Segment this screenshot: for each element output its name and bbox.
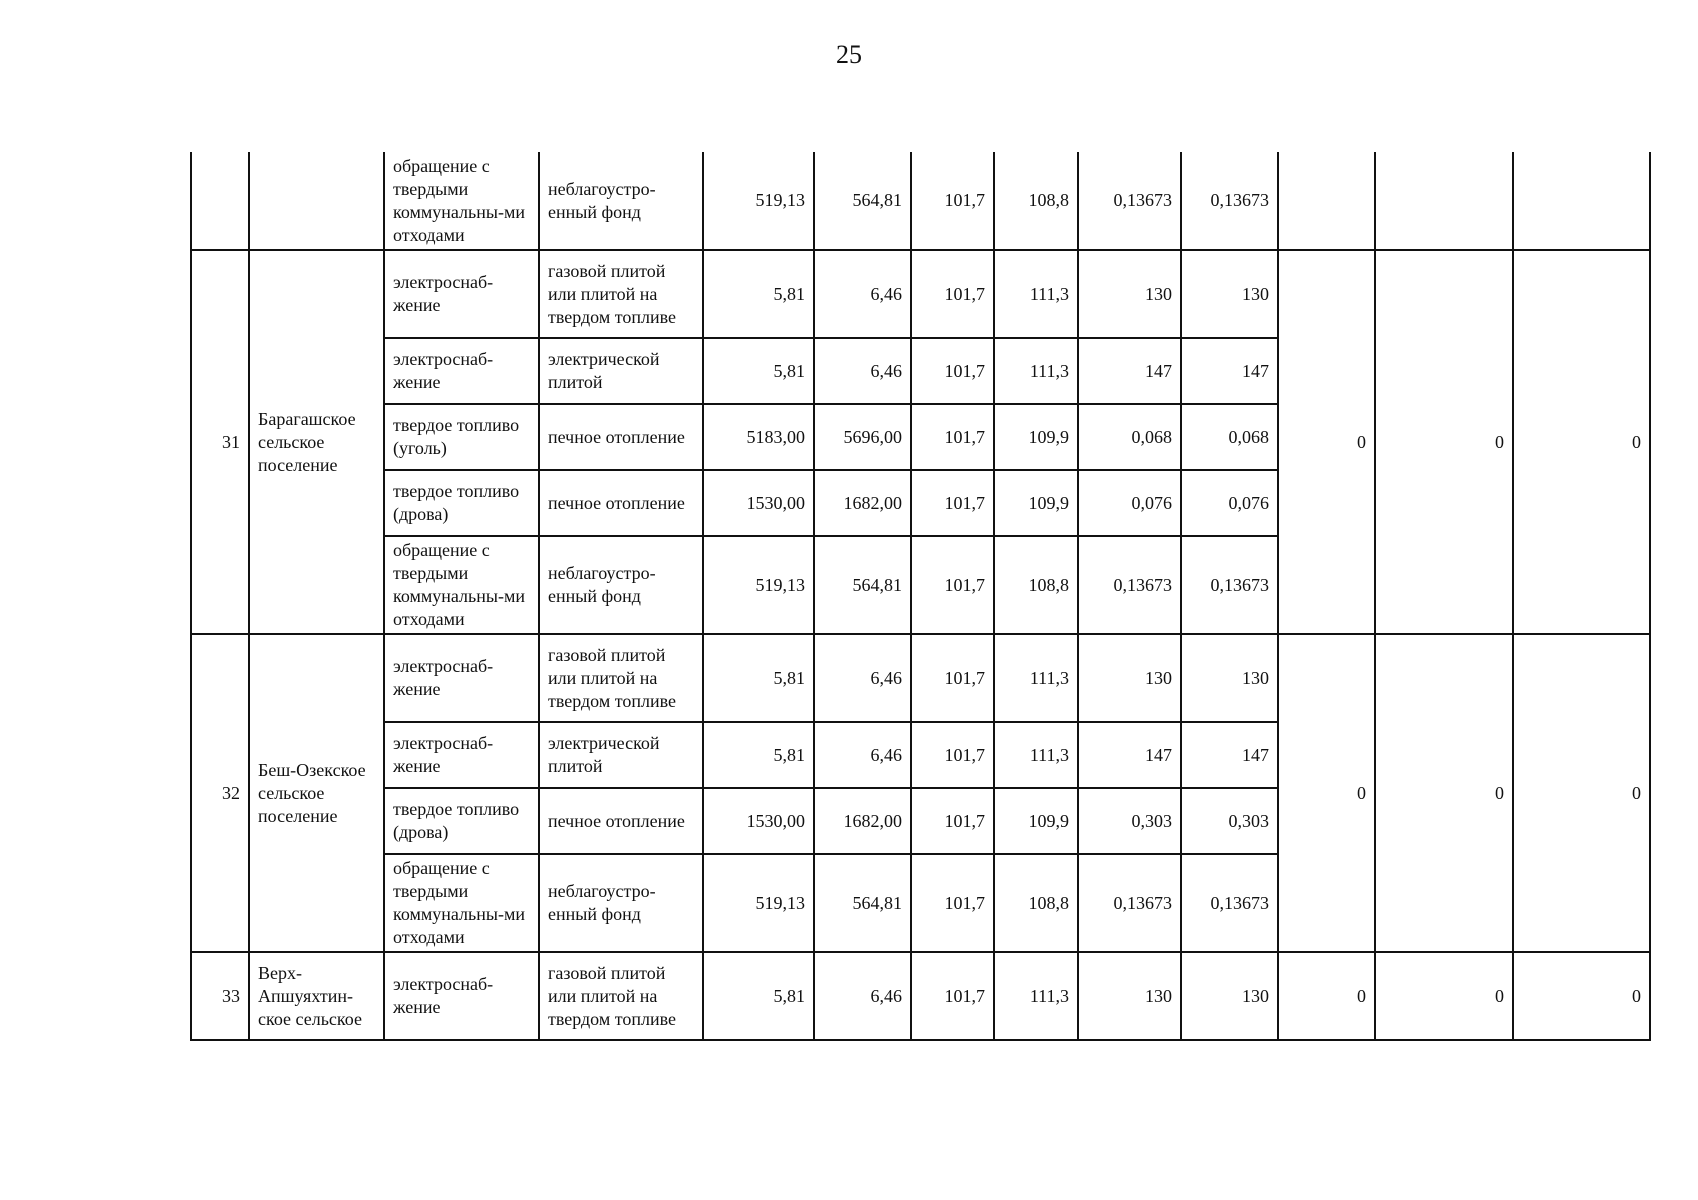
value-cell-2: 1682,00 [814,470,911,536]
value-cell-5: 130 [1078,952,1181,1040]
usage-cell: неблагоустро-енный фонд [539,152,703,250]
usage-cell: печное отопление [539,404,703,470]
value-cell-6: 130 [1181,250,1278,338]
value-cell-6: 0,303 [1181,788,1278,854]
value-cell-5: 0,303 [1078,788,1181,854]
table-row [191,250,1650,338]
name-cell [249,152,384,250]
page-number: 25 [836,40,862,69]
value-cell-4: 111,3 [994,722,1078,788]
value-cell-3: 101,7 [911,152,994,250]
service-cell: электроснаб-жение [384,952,539,1040]
value-cell-2: 564,81 [814,536,911,634]
settlement-name-cell: Барагашское сельское поселение [249,250,384,634]
settlement-name-cell: Верх-Апшуяхтин-ское сельское [249,952,384,1040]
zero-cell-3: 0 [1513,634,1650,952]
value-cell-4: 108,8 [994,536,1078,634]
zero-cell-1: 0 [1278,250,1375,634]
zero-cell-3: 0 [1513,952,1650,1040]
value-cell-5: 0,068 [1078,404,1181,470]
value-cell-4: 111,3 [994,952,1078,1040]
value-cell-1: 519,13 [703,152,814,250]
value-cell-1: 5,81 [703,250,814,338]
value-cell-5: 147 [1078,338,1181,404]
service-cell: обращение с твердыми коммунальны-ми отходами [384,854,539,952]
value-cell-5: 130 [1078,250,1181,338]
zero-cell-2: 0 [1375,952,1513,1040]
row-number-cell: 32 [191,634,249,952]
value-cell-1: 5,81 [703,952,814,1040]
num-cell [191,152,249,250]
value-cell-5: 0,13673 [1078,854,1181,952]
value-cell-6: 0,076 [1181,470,1278,536]
settlement-name-cell: Беш-Озекское сельское поселение [249,634,384,952]
value-cell-1: 5183,00 [703,404,814,470]
value-cell-4: 111,3 [994,250,1078,338]
service-cell: обращение с твердыми коммунальны-ми отходами [384,536,539,634]
value-cell-6: 130 [1181,634,1278,722]
value-cell-4: 109,9 [994,404,1078,470]
value-cell-3: 101,7 [911,250,994,338]
table-row [191,952,1650,1040]
value-cell-5: 130 [1078,634,1181,722]
usage-cell: газовой плитой или плитой на твердом топливе [539,634,703,722]
value-cell-1: 5,81 [703,722,814,788]
value-cell-1: 1530,00 [703,470,814,536]
value-cell-4: 109,9 [994,470,1078,536]
value-cell-5: 0,13673 [1078,536,1181,634]
value-cell-4: 111,3 [994,634,1078,722]
zero-cell-2: 0 [1375,250,1513,634]
value-cell-2: 6,46 [814,952,911,1040]
table-row [191,634,1650,722]
value-cell-1: 519,13 [703,536,814,634]
zero-cell-1: 0 [1278,952,1375,1040]
value-cell-2: 564,81 [814,854,911,952]
value-cell-2: 5696,00 [814,404,911,470]
value-cell-3: 101,7 [911,338,994,404]
value-cell-5: 0,076 [1078,470,1181,536]
value-cell-1: 5,81 [703,338,814,404]
value-cell-2: 6,46 [814,634,911,722]
usage-cell: печное отопление [539,788,703,854]
value-cell-3: 101,7 [911,854,994,952]
value-cell-4: 108,8 [994,152,1078,250]
value-cell-6: 0,13673 [1181,854,1278,952]
usage-cell: электрической плитой [539,722,703,788]
usage-cell: неблагоустро-енный фонд [539,854,703,952]
value-cell-3: 101,7 [911,634,994,722]
value-cell-1: 519,13 [703,854,814,952]
value-cell-6: 130 [1181,952,1278,1040]
row-number-cell: 31 [191,250,249,634]
service-cell: твердое топливо (дрова) [384,788,539,854]
usage-cell: газовой плитой или плитой на твердом топливе [539,250,703,338]
zero-cell-2 [1375,152,1513,250]
table-row [191,152,1650,250]
service-cell: электроснаб-жение [384,338,539,404]
value-cell-3: 101,7 [911,404,994,470]
usage-cell: неблагоустро-енный фонд [539,536,703,634]
value-cell-6: 0,068 [1181,404,1278,470]
zero-cell-1: 0 [1278,634,1375,952]
value-cell-6: 147 [1181,338,1278,404]
usage-cell: газовой плитой или плитой на твердом топливе [539,952,703,1040]
zero-cell-2: 0 [1375,634,1513,952]
service-cell: электроснаб-жение [384,634,539,722]
value-cell-3: 101,7 [911,952,994,1040]
value-cell-2: 564,81 [814,152,911,250]
value-cell-2: 1682,00 [814,788,911,854]
service-cell: электроснаб-жение [384,722,539,788]
service-cell: электроснаб-жение [384,250,539,338]
value-cell-5: 147 [1078,722,1181,788]
value-cell-6: 0,13673 [1181,152,1278,250]
value-cell-4: 109,9 [994,788,1078,854]
value-cell-3: 101,7 [911,722,994,788]
zero-cell-3: 0 [1513,250,1650,634]
service-cell: твердое топливо (дрова) [384,470,539,536]
service-cell: твердое топливо (уголь) [384,404,539,470]
value-cell-2: 6,46 [814,722,911,788]
service-cell: обращение с твердыми коммунальны-ми отходами [384,152,539,250]
usage-cell: печное отопление [539,470,703,536]
value-cell-2: 6,46 [814,250,911,338]
value-cell-3: 101,7 [911,470,994,536]
value-cell-1: 1530,00 [703,788,814,854]
value-cell-3: 101,7 [911,788,994,854]
table-body [191,152,1650,1040]
row-number-cell: 33 [191,952,249,1040]
value-cell-2: 6,46 [814,338,911,404]
value-cell-5: 0,13673 [1078,152,1181,250]
tariff-table [190,152,1651,1041]
value-cell-4: 108,8 [994,854,1078,952]
value-cell-6: 147 [1181,722,1278,788]
value-cell-1: 5,81 [703,634,814,722]
zero-cell-3 [1513,152,1650,250]
zero-cell-1 [1278,152,1375,250]
value-cell-6: 0,13673 [1181,536,1278,634]
usage-cell: электрической плитой [539,338,703,404]
value-cell-4: 111,3 [994,338,1078,404]
value-cell-3: 101,7 [911,536,994,634]
